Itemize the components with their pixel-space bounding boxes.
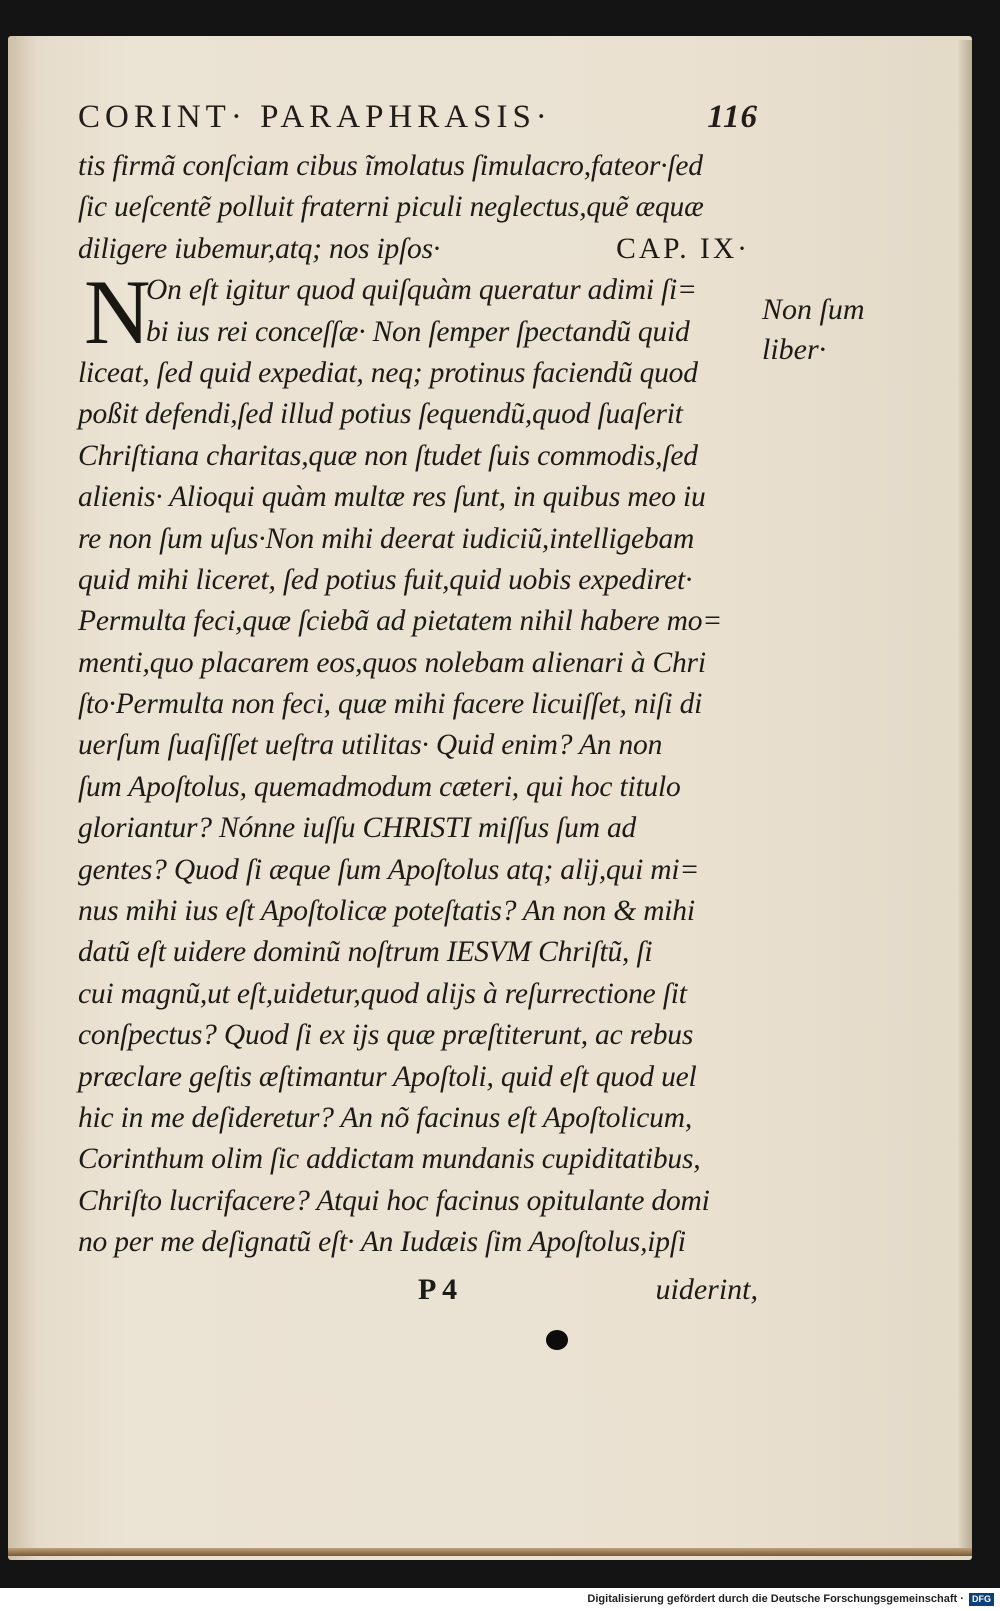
footer-text: Digitalisierung gefördert durch die Deutsche Forschungsgemeinschaft · bbox=[587, 1593, 964, 1605]
text-line: præclare geſtis æſtimantur Apoſtoli, quid eſt quod uel bbox=[78, 1060, 697, 1093]
drop-cap: N bbox=[84, 261, 151, 364]
text-line: ſto·Permulta non feci, quæ mihi facere licuiſſet, niſi di bbox=[78, 688, 703, 721]
signature-line bbox=[78, 1268, 758, 1312]
running-head-title: CORINT· PARAPHRASIS· bbox=[78, 98, 552, 135]
text-line: On eſt igitur quod quiſquàm queratur adimi ſi= bbox=[146, 274, 697, 307]
text-line: uerſum ſuaſiſſet ueſtra utilitas· Quid enim? An non bbox=[78, 729, 663, 762]
text-line: datũ eſt uidere dominũ noſtrum IESVM Chriſtũ, ſi bbox=[78, 936, 653, 969]
paragraph bbox=[78, 261, 758, 1263]
marginal-note bbox=[762, 290, 902, 370]
text-line-content: diligere iubemur,atq; nos ipſos· bbox=[78, 232, 441, 265]
text-line: gloriantur? Nónne iuſſu CHRISTI miſſus ſum ad bbox=[78, 812, 637, 845]
text-line: Permulta feci,quæ ſciebã ad pietatem nihil habere mo= bbox=[78, 605, 722, 638]
catchword: uiderint, bbox=[655, 1272, 758, 1306]
text-line: ſic ueſcentẽ polluit fraterni piculi neglectus,quẽ æquæ bbox=[78, 191, 704, 224]
text-line: quid mihi liceret, ſed potius fuit,quid uobis expediret· bbox=[78, 563, 693, 596]
text-line: re non ſum uſus·Non mihi deerat iudiciũ,intelligebam bbox=[78, 522, 695, 555]
text-line: no per me deſignatũ eſt· An Iudæis ſim Apoſtolus,ipſi bbox=[78, 1226, 686, 1259]
text-line: menti,quo placarem eos,quos nolebam alienari à Chri bbox=[78, 646, 706, 679]
text-line: hic in me deſideretur? An nõ facinus eſt Apoſtolicum, bbox=[78, 1101, 692, 1134]
text-line: Chriſto lucrifacere? Atqui hoc facinus opitulante domi bbox=[78, 1184, 710, 1217]
text-line: alienis· Alioqui quàm multæ res ſunt, in quibus meo iu bbox=[78, 481, 706, 514]
text-line: liceat, ſed quid expediat, neq; protinus faciendũ quod bbox=[78, 356, 698, 389]
ink-blot bbox=[546, 1330, 568, 1350]
text-line: Chriſtiana charitas,quæ non ſtudet ſuis commodis,ſed bbox=[78, 439, 698, 472]
text-line: poßit defendi,ſed illud potius ſequendũ,quod ſuaſerit bbox=[78, 398, 683, 431]
text-line bbox=[78, 229, 758, 270]
marginal-note-line: liber· bbox=[762, 333, 827, 366]
dfg-logo: DFG bbox=[969, 1593, 994, 1606]
footer-credit bbox=[0, 1588, 1000, 1611]
text-line: Corinthum olim ſic addictam mundanis cupiditatibus, bbox=[78, 1143, 701, 1176]
text-line: cui magnũ,ut eſt,uidetur,quod alijs à reſurrectione ſit bbox=[78, 977, 687, 1010]
page-number: 116 bbox=[707, 98, 758, 135]
chapter-heading: CAP. IX· bbox=[616, 232, 750, 265]
text-block bbox=[78, 88, 758, 1312]
text-line: tis firmã conſciam cibus ĩmolatus ſimulacro,fateor·ſed bbox=[78, 150, 703, 182]
page-bottom-edge bbox=[8, 1548, 972, 1556]
text-line: conſpectus? Quod ſi ex ijs quæ præſtiterunt, ac rebus bbox=[78, 1019, 694, 1052]
text-line: gentes? Quod ſi æque ſum Apoſtolus atq; alij,qui mi= bbox=[78, 853, 700, 886]
text-line: bi ius rei conceſſæ· Non ſemper ſpectandũ quid bbox=[146, 315, 690, 348]
text-line: nus mihi ius eſt Apoſtolicæ poteſtatis? An non & mihi bbox=[78, 895, 695, 928]
marginal-note-line: Non ſum bbox=[762, 293, 865, 326]
running-head bbox=[78, 88, 758, 146]
signature-mark: P 4 bbox=[418, 1272, 458, 1306]
text-line: ſum Apoſtolus, quemadmodum cæteri, qui hoc titulo bbox=[78, 770, 681, 803]
page-edge bbox=[958, 40, 972, 1552]
